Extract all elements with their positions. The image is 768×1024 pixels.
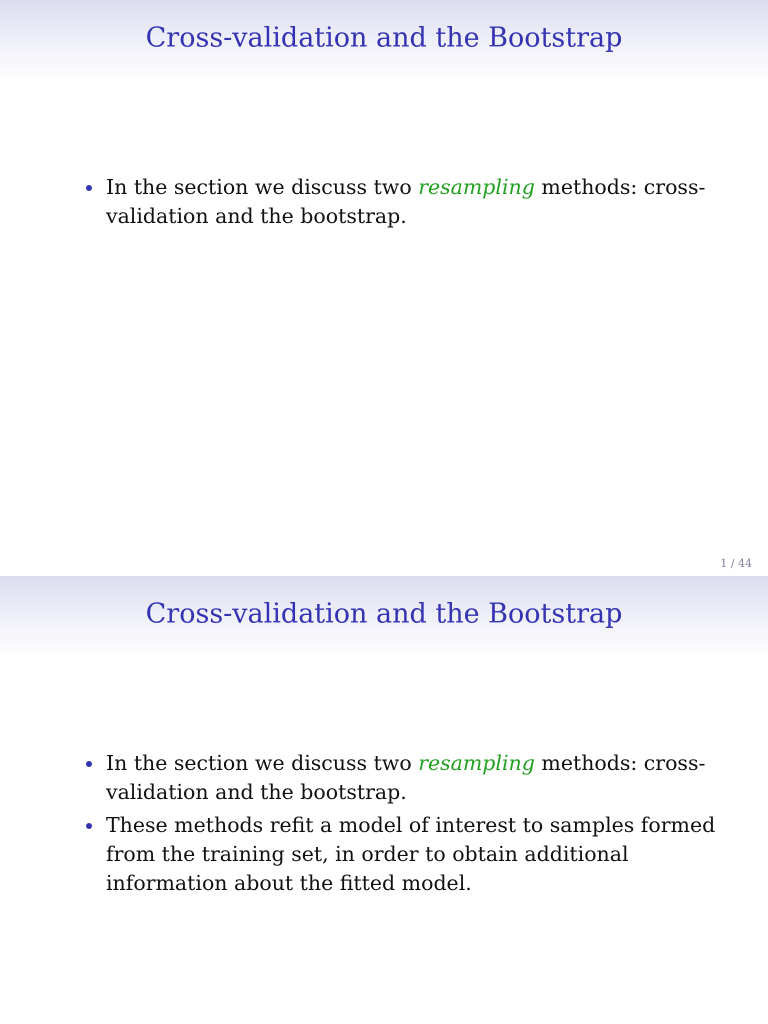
bullet-list (84, 749, 724, 902)
slide-title: Cross-validation and the Bootstrap (145, 22, 623, 54)
bullet-item (84, 749, 724, 807)
emphasis-term: resampling (418, 751, 535, 775)
bullet-icon (86, 823, 92, 829)
bullet-text: methods: cross-validation and the bootstrap. (106, 751, 706, 804)
slide-header (0, 576, 768, 658)
page-number: 1 / 44 (720, 557, 752, 570)
slide-header (0, 0, 768, 82)
bullet-text: methods: cross-validation and the bootstrap. (106, 175, 706, 228)
bullet-icon (86, 761, 92, 767)
bullet-icon (86, 185, 92, 191)
bullet-list (84, 173, 724, 235)
bullet-text: In the section we discuss two (106, 175, 419, 199)
emphasis-term: resampling (418, 175, 535, 199)
bullet-text: These methods refit a model of interest to samples formed from the training set, in order to obtain additional information about the fitted model. (106, 813, 716, 895)
slide-title: Cross-validation and the Bootstrap (145, 598, 623, 630)
slide-2 (0, 576, 768, 1024)
bullet-item (84, 173, 724, 231)
bullet-item (84, 811, 724, 898)
bullet-text: In the section we discuss two (106, 751, 419, 775)
